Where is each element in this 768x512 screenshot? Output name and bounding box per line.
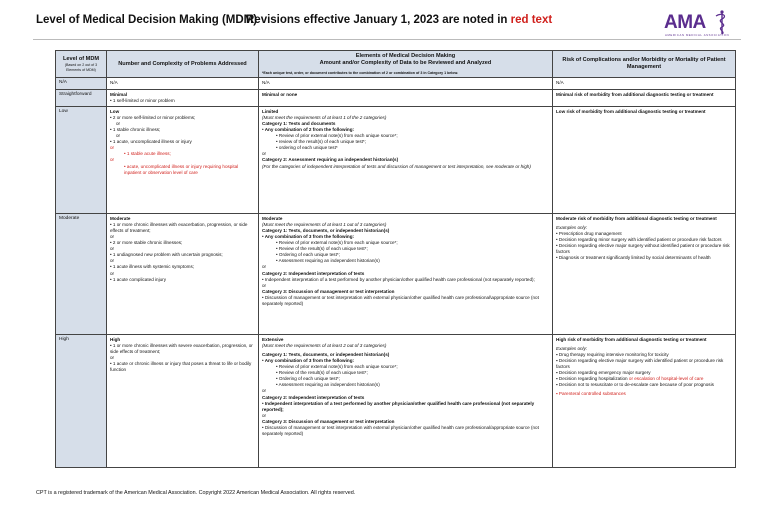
logo-wordmark: AMA: [664, 12, 706, 33]
mdm-table: [55, 50, 736, 468]
list-item: • 1 self-limited or minor problem: [110, 98, 255, 104]
header-data-note: *Each unique test, order, or document contributes to the combination of 2 or combination of 3 in Category 1 below.: [262, 70, 459, 75]
or-label: or: [262, 388, 267, 394]
category-heading: Category 1: Tests, documents, or independent historian(s): [262, 352, 390, 358]
list-item: • Diagnosis or treatment significantly limited by social determinants of health: [556, 255, 732, 261]
list-item: • Independent interpretation of a test performed by another physician/other qualified health care professional (not separately reported);: [262, 401, 549, 413]
category-heading: Category 1: Tests, documents, or independent historian(s): [262, 228, 390, 234]
problems-cell: [107, 213, 259, 334]
risk-text: Decision regarding hospitalization: [558, 376, 628, 382]
table-row: [56, 106, 736, 213]
list-item: • Review of prior external note(s) from each unique source*;: [262, 133, 549, 139]
list-item: ▪ Decision not to resuscitate or to de-escalate care because of poor prognosis: [556, 382, 732, 388]
list-item: • Review of prior external note(s) from each unique source*;: [262, 364, 549, 370]
list-item: • review of the result(s) of each unique test*;: [262, 139, 549, 145]
or-label: or: [110, 246, 115, 252]
footer-copyright: CPT is a registered trademark of the American Medical Association. Copyright 2022 American Medical Association. All rights reserved.: [36, 490, 356, 496]
problems-cell: [107, 89, 259, 106]
header-risk: Risk of Complications and/or Morbidity or Mortality of Patient Management: [553, 51, 736, 78]
table-row: [56, 78, 736, 89]
level-cell: Moderate: [56, 213, 107, 334]
cell-title: Moderate: [262, 215, 283, 221]
risk-cell: Low risk of morbidity from additional diagnostic testing or treatment: [553, 106, 736, 213]
or-label: or: [110, 270, 115, 276]
or-label: or: [110, 145, 115, 151]
or-label: or: [116, 133, 121, 139]
data-cell: [259, 334, 553, 467]
list-item: • Any combination of 3 from the following:: [262, 234, 549, 240]
or-label: or: [262, 282, 267, 288]
or-label: or: [262, 264, 267, 270]
cell-title: Limited: [262, 108, 279, 114]
header-level-note: (Based on 2 out of 3 Elements of MDM): [64, 63, 98, 72]
list-item: • 1 stable acute illness;: [110, 151, 255, 157]
list-item: • Discussion of management or test interpretation with external physician/other qualified health care professional/appropriate source (not separately reported): [262, 425, 549, 437]
page-title: Level of Medical Decision Making (MDM): [36, 14, 258, 26]
list-item: • Review of prior external note(s) from each unique source*;: [262, 240, 549, 246]
data-cell: N/A: [259, 78, 553, 89]
level-cell: High: [56, 334, 107, 467]
list-item: • Ordering of each unique test*;: [262, 252, 549, 258]
table-row: [56, 213, 736, 334]
or-label: or: [110, 355, 115, 361]
list-item: • Decision regarding minor surgery with identified patient or procedure risk factors: [556, 237, 732, 243]
list-item: • acute, uncomplicated illness or injury requiring hospital inpatient or observation level of care: [110, 164, 255, 176]
or-label: or: [262, 151, 267, 157]
table-row: [56, 89, 736, 106]
cell-title: Minimal: [110, 91, 128, 97]
cell-title: High: [110, 336, 121, 342]
category-heading: Category 2: Independent interpretation of tests: [262, 394, 365, 400]
cell-title: Moderate: [110, 215, 131, 221]
list-item: ▪ Drug therapy requiring intensive monitoring for toxicity: [556, 352, 732, 358]
or-label: or: [110, 258, 115, 264]
risk-text-red: or escalation of hospital-level of care: [628, 376, 704, 382]
category-heading: Category 2: Independent interpretation of tests: [262, 270, 365, 276]
risk-cell: [553, 213, 736, 334]
cell-title: Low: [110, 108, 120, 114]
list-item: • 1 acute or chronic illness or injury that poses a threat to life or bodily function: [110, 361, 255, 373]
header-data-line2: Amount and/or Complexity of Data to be Reviewed and Analyzed: [319, 60, 492, 67]
cell-title: High risk of morbidity from additional diagnostic testing or treatment: [556, 336, 707, 342]
list-item: • Any combination of 2 from the following:: [262, 127, 549, 133]
category-heading: Category 1: Tests and documents: [262, 121, 336, 127]
requirement-note: (Must meet the requirements of at least 1 out of 3 categories): [262, 222, 387, 227]
category-heading: Category 3: Discussion of management or test interpretation: [262, 288, 395, 294]
list-item: • Independent interpretation of a test performed by another physician/other qualified health care professional (not separately reported);: [262, 277, 549, 283]
list-item: • 1 acute illness with systemic symptoms;: [110, 264, 255, 270]
list-item: • Ordering of each unique test*;: [262, 376, 549, 382]
list-item: • 1 or more chronic illnesses with severe exacerbation, progression, or side effects of treatment;: [110, 343, 255, 355]
requirement-note: (Must meet the requirements of at least 2 out of 3 categories): [262, 343, 387, 348]
logo-subtext: AMERICAN MEDICAL ASSOCIATION: [665, 33, 730, 37]
list-item: • Any combination of 3 from the following:: [262, 358, 549, 364]
risk-cell: N/A: [553, 78, 736, 89]
cell-title: Extensive: [262, 336, 284, 342]
or-label: or: [116, 121, 121, 127]
list-item: • Assessment requiring an independent historian(s): [262, 258, 549, 264]
revision-note: [246, 14, 552, 26]
level-cell: Straightforward: [56, 89, 107, 106]
data-cell: [259, 213, 553, 334]
examples-label: Examples only:: [556, 346, 588, 351]
problems-cell: [107, 334, 259, 467]
list-item: • 1 or more chronic illnesses with exacerbation, progression, or side effects of treatment;: [110, 222, 255, 234]
list-item: • 1 acute complicated injury: [110, 277, 255, 283]
list-item: • ordering of each unique test*: [262, 145, 549, 151]
header-level: [56, 51, 107, 78]
list-item: • Prescription drug management: [556, 231, 732, 237]
list-item: • Review of the result(s) of each unique test*;: [262, 370, 549, 376]
list-item: • Review of the result(s) of each unique test*;: [262, 246, 549, 252]
list-item: • Assessment requiring an independent historian(s): [262, 382, 549, 388]
cell-title: Moderate risk of morbidity from additional diagnostic testing or treatment: [556, 215, 717, 221]
header-data-line1: Elements of Medical Decision Making: [355, 53, 456, 59]
level-cell: N/A: [56, 78, 107, 89]
header-level-label: Level of MDM: [62, 55, 100, 62]
list-item: • Decision regarding elective major surgery without identified patient or procedure risk factors: [556, 243, 732, 255]
list-item: ▪ Parenteral controlled substances: [556, 391, 732, 397]
problems-cell: N/A: [107, 78, 259, 89]
problems-cell: [107, 106, 259, 213]
or-label: or: [262, 412, 267, 418]
category-heading: Category 3: Discussion of management or test interpretation: [262, 418, 395, 424]
list-item: • Discussion of management or test interpretation with external physician/other qualified health care professional\appropriate source (not separately reported): [262, 295, 549, 307]
revision-note-red: red text: [510, 14, 553, 26]
risk-cell: [553, 334, 736, 467]
list-item: ▪ Decision regarding elective major surgery with identified patient or procedure risk factors: [556, 358, 732, 370]
header-data: [259, 51, 553, 78]
ama-logo: [664, 10, 744, 40]
level-cell: Low: [56, 106, 107, 213]
header-divider: [33, 39, 741, 40]
list-item: • 1 acute, uncomplicated illness or injury: [110, 139, 255, 145]
risk-cell: Minimal risk of morbidity from additional diagnostic testing or treatment: [553, 89, 736, 106]
revision-note-text: Revisions effective January 1, 2023 are noted in: [246, 14, 508, 26]
category-heading: Category 2: Assessment requiring an independent historian(s): [262, 157, 399, 163]
data-cell: [259, 106, 553, 213]
table-row: [56, 334, 736, 467]
or-label: or: [110, 157, 115, 163]
table-header-row: [56, 51, 736, 78]
list-item: • 2 or more stable chronic illnesses;: [110, 240, 255, 246]
list-item: • 2 or more self-limited or minor problems;: [110, 115, 255, 121]
examples-label: Examples only:: [556, 225, 588, 230]
or-label: or: [110, 234, 115, 240]
requirement-note: (Must meet the requirements of at least 1 of the 2 categories): [262, 115, 387, 120]
list-item: • 1 stable chronic illness;: [110, 127, 255, 133]
category-note: (For the categories of independent interpretation of tests and discussion of management or test interpretation, see moderate or high): [262, 163, 531, 169]
data-cell: Minimal or none: [259, 89, 553, 106]
header-problems: Number and Complexity of Problems Addressed: [107, 51, 259, 78]
list-item: ▪ Decision regarding emergency major surgery: [556, 370, 732, 376]
list-item: • 1 undiagnosed new problem with uncertain prognosis;: [110, 252, 255, 258]
